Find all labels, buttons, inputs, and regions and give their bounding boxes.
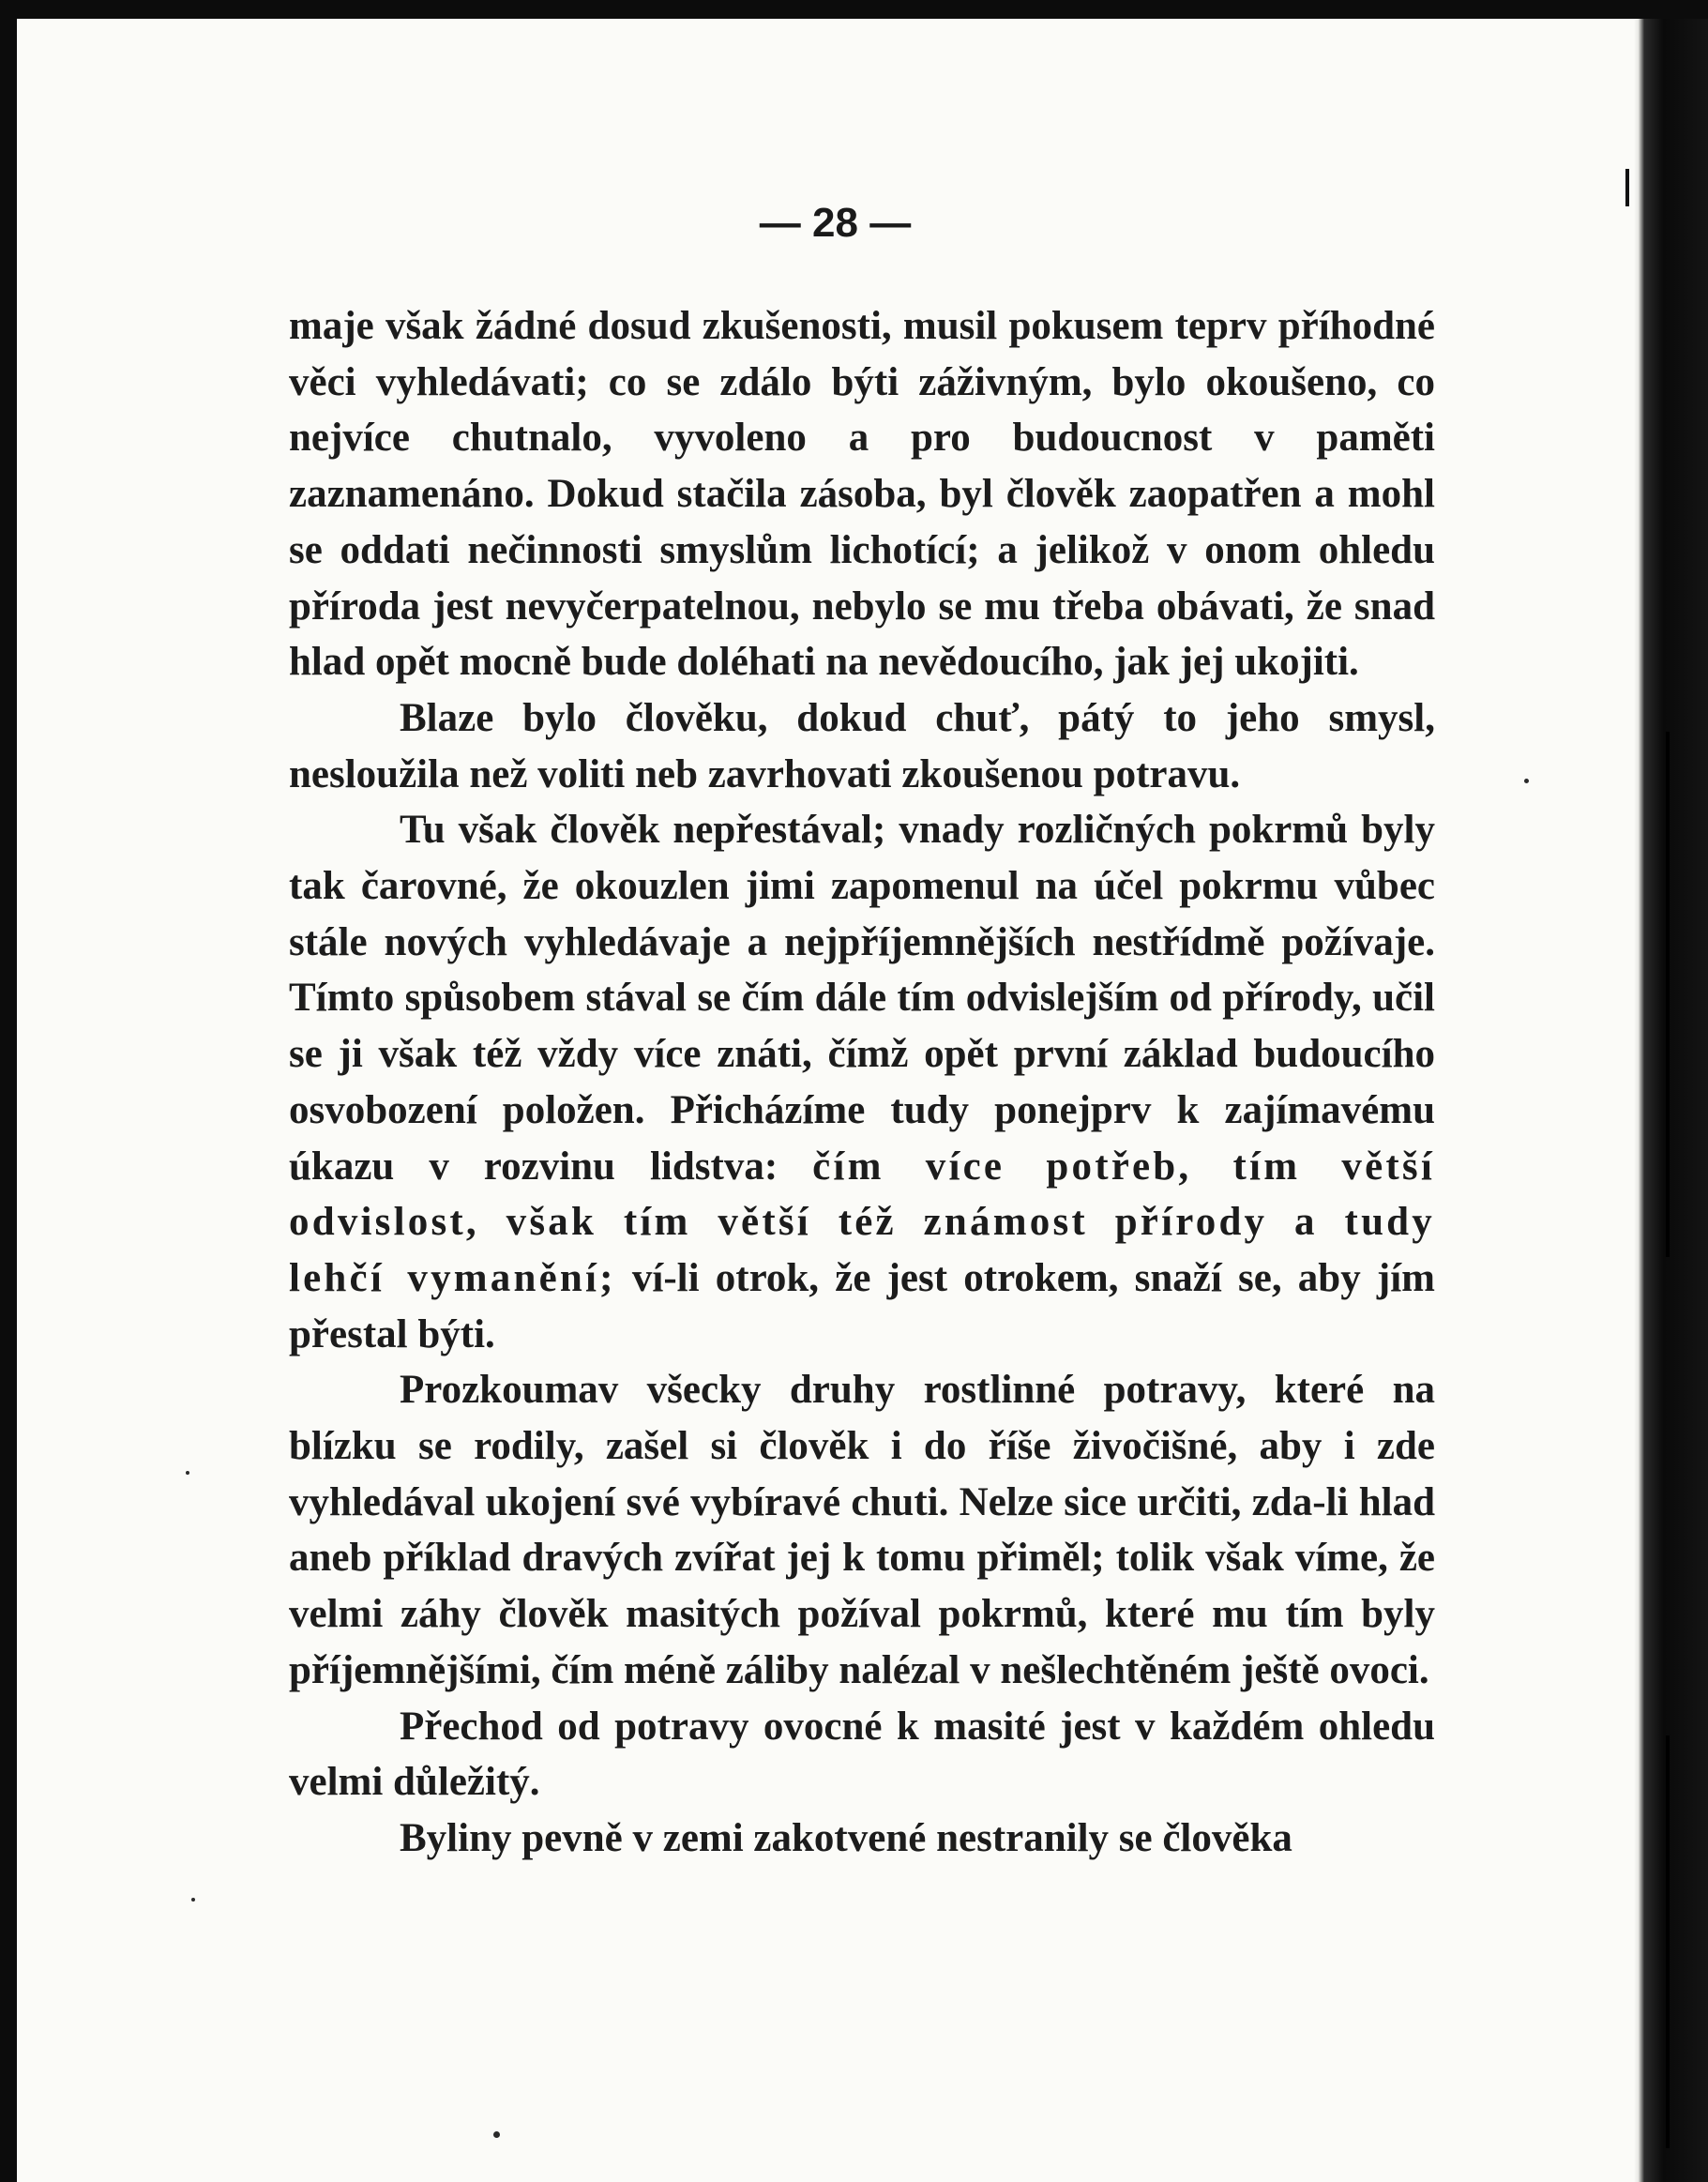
paragraph: maje však žádné dosud zkušenosti, musil pokusem teprv příhodné věci vyhledávati; co se zdálo býti záživným, bylo okoušeno, co nejvíce chutnalo, vyvoleno a pro budoucnost v paměti zaznamenáno. Dokud stačila zásoba, byl člověk zaopatřen a mohl se oddati nečinnosti smyslům lichotící; a jelikož v onom ohledu příroda jest nevyčerpatelnou, nebylo se mu třeba obávati, že snad hlad opět mocně bude doléhati na nevědoucího, jak jej ukojiti. — [289, 304, 1435, 685]
page-number: — 28 — — [759, 200, 912, 246]
paragraph: Byliny pevně v zemi zakotvené nestranily se člověka — [400, 1815, 1292, 1860]
scan-speck — [1524, 779, 1529, 783]
body-text — [289, 298, 1435, 1867]
scan-speck — [186, 1471, 189, 1475]
book-page — [17, 19, 1654, 2182]
page-edge-shadow — [1634, 19, 1708, 2182]
paragraph-text-after: ví-li otrok, že jest otrokem, snaží se, aby jím přestal býti. — [289, 1255, 1436, 1356]
scan-edge-mark — [1625, 169, 1629, 206]
scan-edge-mark — [1666, 1735, 1670, 2148]
scan-speck — [493, 2131, 500, 2138]
paragraph-text: Tu však člověk nepřestával; vnady rozličných pokrmů byly tak čarovné, že okouzlen jimi zapomenul na účel pokrmu vůbec stále nových vyhledávaje a nejpříjemnějších nestřídmě požívaje. Tímto spůsobem stával se čím dále tím odvislejším od přírody, učil se ji však též vždy více znáti, čímž opět první základ budoucího osvobození položen. Přicházíme tudy ponejprv k zajímavému úkazu v rozvinu lidstva: — [289, 808, 1435, 1189]
scan-speck — [191, 1898, 195, 1902]
paragraph: Prozkoumav všecky druhy rostlinné potravy, které na blízku se rodily, zašel si člověk i do říše živočišné, aby i zde vyhledával ukojení své vybíravé chuti. Nelze sice určiti, zda-li hlad aneb příklad dravých zvířat jej k tomu přiměl; tolik však víme, že velmi záhy člověk masitých požíval pokrmů, které mu tím byly příjemnějšími, čím méně záliby nalézal v nešlechtěném ještě ovoci. — [289, 1368, 1435, 1692]
paragraph: Blaze bylo člověku, dokud chuť, pátý to jeho smysl, nesloužila než voliti neb zavrhovati zkoušenou potravu. — [289, 695, 1435, 796]
emphasized-text: čím více potřeb, tím větší odvislost, však tím větší též známost přírody a tudy lehčí vymanění; — [289, 1144, 1435, 1300]
paragraph: Přechod od potravy ovocné k masité jest v každém ohledu velmi důležitý. — [289, 1704, 1435, 1805]
scan-edge-mark — [1666, 732, 1670, 1257]
paragraph — [289, 802, 1435, 1362]
